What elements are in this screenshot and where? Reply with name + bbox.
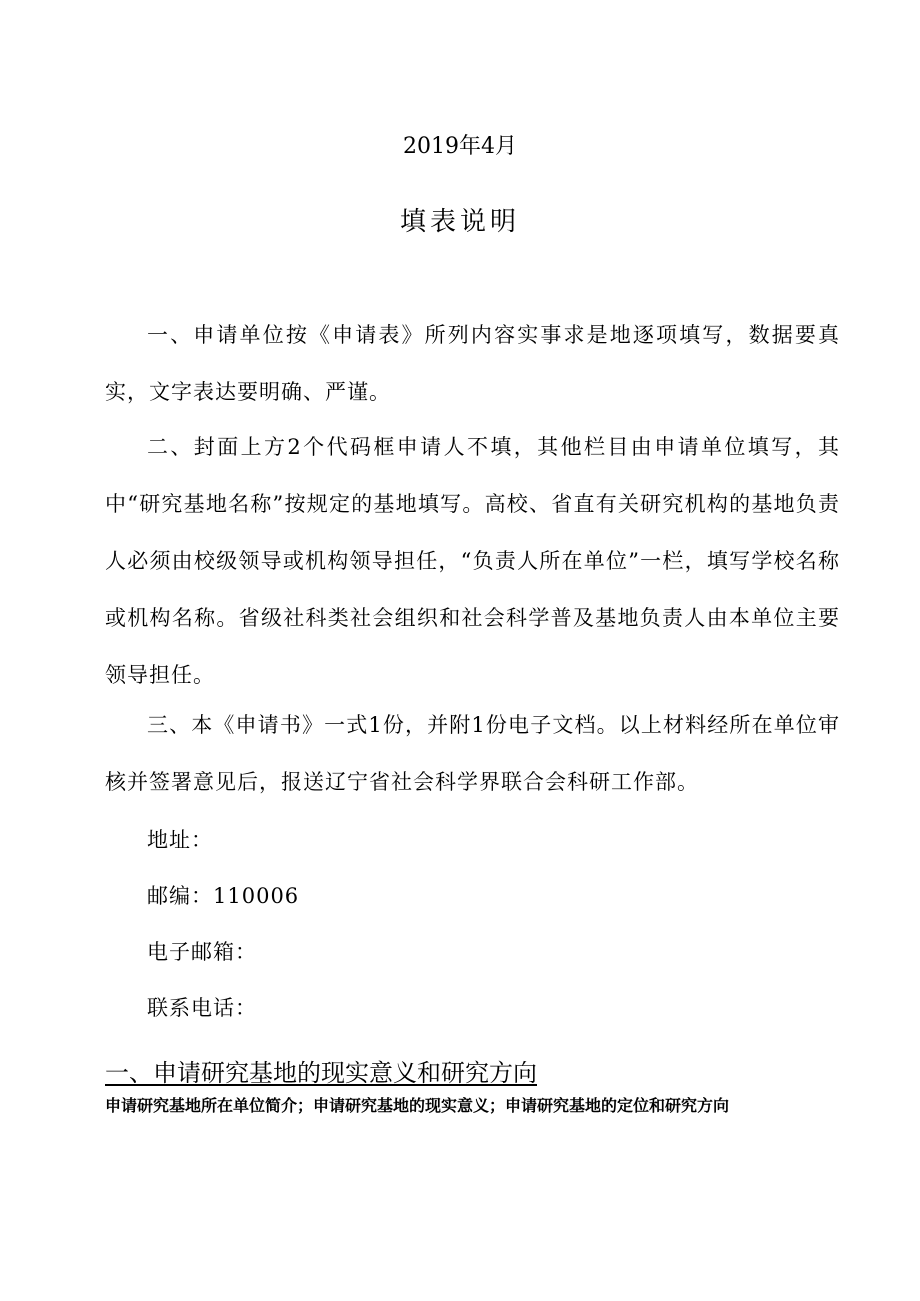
section-subtitle: 申请研究基地所在单位简介；申请研究基地的现实意义；申请研究基地的定位和研究方向	[105, 1096, 730, 1115]
document-date: 2019年4月	[403, 134, 517, 159]
page-title: 填表说明	[399, 207, 520, 237]
contact-address: 地址：	[147, 828, 213, 852]
contact-phone: 联系电话：	[147, 996, 257, 1020]
instruction-paragraph-1: 一、申请单位按《申请表》所列内容实事求是地逐项填写，数据要真实，文字表达要明确、严谨。	[105, 323, 840, 404]
instruction-paragraph-2: 二、封面上方2个代码框申请人不填，其他栏目由申请单位填写，其中“研究基地名称”按规定的基地填写。高校、省直有关研究机构的基地负责人必须由校级领导或机构领导担任，“负责人所在单位”一栏，填写学校名称或机构名称。省级社科类社会组织和社会科学普及基地负责人由本单位主要领导担任。	[105, 435, 840, 687]
contact-email: 电子邮箱：	[147, 940, 257, 964]
instruction-paragraph-3: 三、本《申请书》一式1份，并附1份电子文档。以上材料经所在单位审核并签署意见后，报送辽宁省社会科学界联合会科研工作部。	[105, 713, 840, 794]
contact-postcode: 邮编：110006	[147, 884, 300, 908]
section-heading: 一、申请研究基地的现实意义和研究方向	[105, 1059, 537, 1087]
